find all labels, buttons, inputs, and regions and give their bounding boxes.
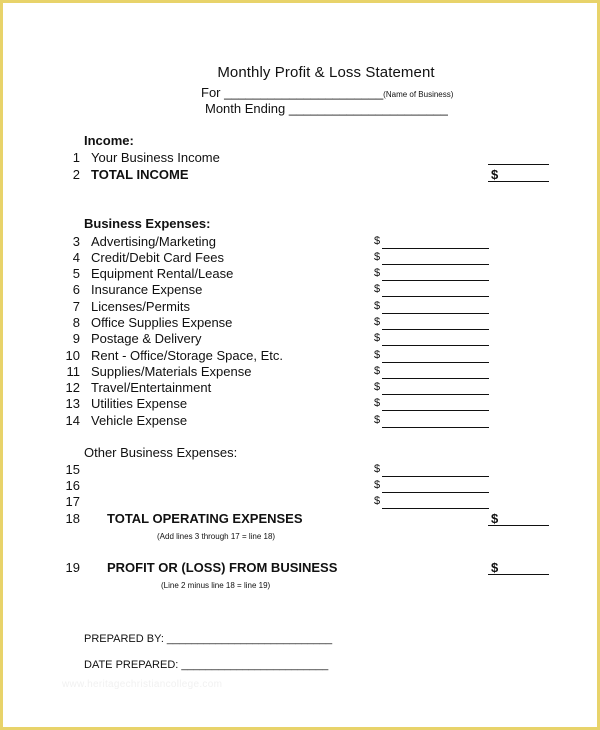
- amount-blank[interactable]: [382, 282, 489, 297]
- line-label: Licenses/Permits: [91, 299, 190, 314]
- currency-mark: $: [491, 560, 499, 575]
- amount-blank[interactable]: [382, 462, 489, 477]
- currency-mark: $: [374, 397, 381, 409]
- expense-row: [0, 282, 600, 298]
- expense-row: [0, 234, 600, 250]
- amount-blank[interactable]: [382, 364, 489, 379]
- line-label: TOTAL INCOME: [91, 167, 189, 182]
- currency-mark: $: [491, 511, 499, 526]
- line-number: 5: [72, 266, 80, 281]
- line-number: 11: [66, 364, 80, 379]
- document-title: Monthly Profit & Loss Statement: [217, 64, 435, 81]
- expense-row: [0, 266, 600, 282]
- line-label: Office Supplies Expense: [91, 315, 233, 330]
- line-label: Equipment Rental/Lease: [91, 266, 234, 281]
- line-label: Rent - Office/Storage Space, Etc.: [91, 348, 283, 363]
- line-number: 16: [65, 478, 80, 493]
- line-number: 7: [72, 299, 80, 314]
- line-number: 8: [72, 315, 80, 330]
- line-label: Vehicle Expense: [91, 413, 188, 428]
- watermark: www.heritagechristiancollege.com: [62, 679, 223, 690]
- amount-blank[interactable]: [382, 250, 489, 265]
- line-number: 17: [65, 494, 80, 509]
- expense-row: [0, 299, 600, 315]
- currency-mark: $: [374, 463, 381, 475]
- expense-row: [0, 331, 600, 347]
- expense-row: [0, 250, 600, 266]
- business-name-hint: (Name of Business): [383, 90, 454, 99]
- income-row: [0, 150, 600, 166]
- amount-blank[interactable]: [382, 266, 489, 281]
- line-label: Supplies/Materials Expense: [91, 364, 252, 379]
- income-heading: Income:: [84, 133, 134, 148]
- other-expense-row: [0, 462, 600, 478]
- line-label: Insurance Expense: [91, 282, 203, 297]
- currency-mark: $: [374, 251, 381, 263]
- currency-mark: $: [491, 167, 499, 182]
- expense-row: [0, 380, 600, 396]
- currency-mark: $: [374, 479, 381, 491]
- total-income-row: [0, 167, 600, 183]
- line-label: PROFIT OR (LOSS) FROM BUSINESS: [107, 560, 338, 575]
- line-number: 18: [65, 511, 80, 526]
- amount-blank[interactable]: [382, 478, 489, 493]
- income-amount-blank[interactable]: [488, 150, 549, 165]
- expense-row: [0, 315, 600, 331]
- currency-mark: $: [374, 316, 381, 328]
- line-number: 9: [72, 331, 80, 346]
- line-number: 10: [65, 348, 80, 363]
- line-number: 4: [72, 250, 80, 265]
- month-ending-line: Month Ending ______________________: [205, 101, 448, 116]
- amount-blank[interactable]: [382, 315, 489, 330]
- currency-mark: $: [374, 283, 381, 295]
- currency-mark: $: [374, 414, 381, 426]
- amount-blank[interactable]: [382, 413, 489, 428]
- expense-row: [0, 396, 600, 412]
- line-number: 12: [65, 380, 80, 395]
- operating-note: (Add lines 3 through 17 = line 18): [157, 532, 276, 541]
- other-expenses-heading: Other Business Expenses:: [84, 445, 238, 460]
- amount-blank[interactable]: [382, 494, 489, 509]
- amount-blank[interactable]: [382, 331, 489, 346]
- line-label: Utilities Expense: [91, 396, 188, 411]
- total-operating-row: [0, 511, 600, 527]
- line-number: 14: [65, 413, 80, 428]
- for-label: For ______________________: [201, 85, 384, 100]
- currency-mark: $: [374, 381, 381, 393]
- line-number: 15: [65, 462, 80, 477]
- line-number: 1: [72, 150, 80, 165]
- amount-blank[interactable]: [382, 234, 489, 249]
- amount-blank[interactable]: [382, 348, 489, 363]
- expense-row: [0, 348, 600, 364]
- expense-row: [0, 413, 600, 429]
- line-label: Travel/Entertainment: [91, 380, 212, 395]
- business-name-line: [201, 85, 453, 100]
- line-label: Advertising/Marketing: [91, 234, 216, 249]
- line-number: 13: [65, 396, 80, 411]
- line-label: Your Business Income: [91, 150, 220, 165]
- line-label: Credit/Debit Card Fees: [91, 250, 224, 265]
- expenses-heading: Business Expenses:: [84, 216, 211, 231]
- other-expense-row: [0, 494, 600, 510]
- currency-mark: $: [374, 267, 381, 279]
- line-number: 19: [65, 560, 80, 575]
- currency-mark: $: [374, 349, 381, 361]
- currency-mark: $: [374, 495, 381, 507]
- line-number: 3: [72, 234, 80, 249]
- line-label: Postage & Delivery: [91, 331, 202, 346]
- prepared-by-line[interactable]: PREPARED BY: ___________________________: [84, 633, 333, 645]
- line-number: 6: [72, 282, 80, 297]
- other-expense-row: [0, 478, 600, 494]
- profit-note: (Line 2 minus line 18 = line 19): [161, 581, 271, 590]
- date-prepared-line[interactable]: DATE PREPARED: ________________________: [84, 659, 329, 671]
- line-label: TOTAL OPERATING EXPENSES: [107, 511, 303, 526]
- profit-row: [0, 560, 600, 576]
- currency-mark: $: [374, 332, 381, 344]
- expense-row: [0, 364, 600, 380]
- currency-mark: $: [374, 235, 381, 247]
- line-number: 2: [72, 167, 80, 182]
- currency-mark: $: [374, 300, 381, 312]
- amount-blank[interactable]: [382, 380, 489, 395]
- amount-blank[interactable]: [382, 299, 489, 314]
- amount-blank[interactable]: [382, 396, 489, 411]
- currency-mark: $: [374, 365, 381, 377]
